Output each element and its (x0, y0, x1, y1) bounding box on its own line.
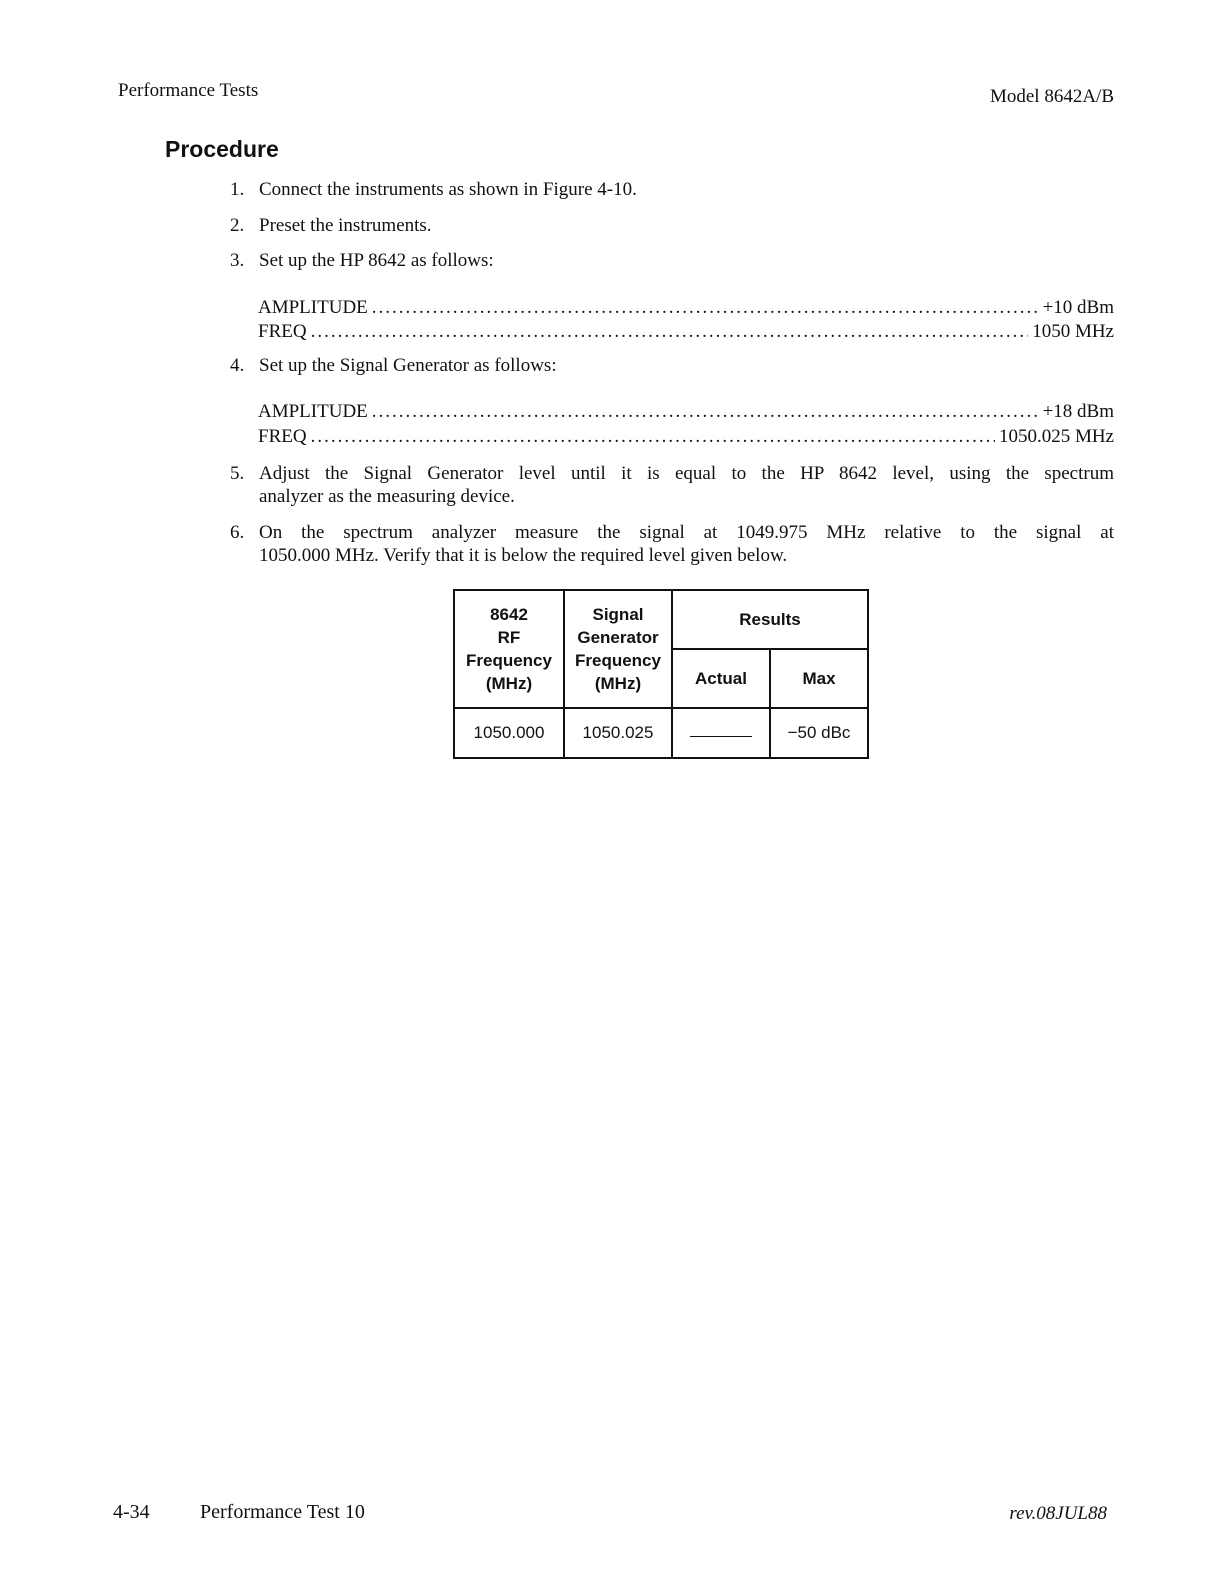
hp8642-amplitude-setting (258, 296, 1114, 319)
section-title: Procedure (165, 136, 279, 162)
procedure-step (230, 214, 1114, 237)
step-text-line: analyzer as the measuring device. (259, 486, 515, 507)
step-text-line: Adjust the Signal Generator level until it is equal to the HP 8642 level, using the spectrum (259, 463, 1114, 484)
actual-header: Actual (672, 649, 770, 708)
siggen-amplitude-setting (258, 400, 1114, 423)
sg-frequency-header: Signal Generator Frequency (MHz) (564, 590, 672, 708)
revision-mark: rev.08JUL88 (1009, 1503, 1107, 1524)
step-text-line: 1050.000 MHz. Verify that it is below the required level given below. (259, 545, 788, 566)
leader-dots (311, 425, 995, 448)
actual-cell (672, 708, 770, 758)
step-number: 4. (230, 355, 245, 376)
rf-frequency-cell: 1050.000 (454, 708, 564, 758)
sg-frequency-cell: 1050.025 (564, 708, 672, 758)
results-header: Results (672, 590, 868, 649)
procedure-step (230, 178, 1114, 201)
running-header-left: Performance Tests (118, 80, 259, 101)
step-text: Preset the instruments. (259, 215, 432, 236)
step-text: Connect the instruments as shown in Figure 4-10. (259, 179, 637, 200)
step-number: 2. (230, 215, 245, 236)
leader-dots (311, 320, 1029, 343)
page-number: 4-34 (113, 1501, 150, 1523)
max-cell: −50 dBc (770, 708, 868, 758)
setting-value: 1050.025 MHz (998, 426, 1114, 447)
step-number: 6. (230, 522, 245, 543)
results-table (453, 589, 869, 759)
procedure-step (230, 354, 1114, 377)
step-number: 1. (230, 179, 245, 200)
step-text-line: On the spectrum analyzer measure the signal at 1049.975 MHz relative to the signal at (259, 522, 1114, 543)
setting-label: FREQ (258, 426, 307, 447)
footer-title: Performance Test 10 (200, 1501, 365, 1523)
setting-value: 1050 MHz (1032, 321, 1114, 342)
step-number: 3. (230, 250, 245, 271)
step-number: 5. (230, 463, 245, 484)
procedure-step (230, 521, 1114, 567)
table-row (454, 708, 868, 758)
setting-value: +10 dBm (1042, 297, 1114, 318)
procedure-step (230, 462, 1114, 508)
rf-frequency-header: 8642 RF Frequency (MHz) (454, 590, 564, 708)
setting-value: +18 dBm (1042, 401, 1114, 422)
siggen-freq-setting (258, 425, 1114, 448)
hp8642-freq-setting (258, 320, 1114, 343)
leader-dots (372, 400, 1039, 423)
leader-dots (372, 296, 1039, 319)
max-header: Max (770, 649, 868, 708)
setting-label: AMPLITUDE (258, 401, 368, 422)
step-text: Set up the Signal Generator as follows: (259, 355, 557, 376)
running-header-right: Model 8642A/B (989, 86, 1114, 107)
setting-label: AMPLITUDE (258, 297, 368, 318)
step-text: Set up the HP 8642 as follows: (259, 250, 494, 271)
setting-label: FREQ (258, 321, 307, 342)
fill-in-blank (690, 736, 752, 737)
procedure-step (230, 249, 1114, 272)
